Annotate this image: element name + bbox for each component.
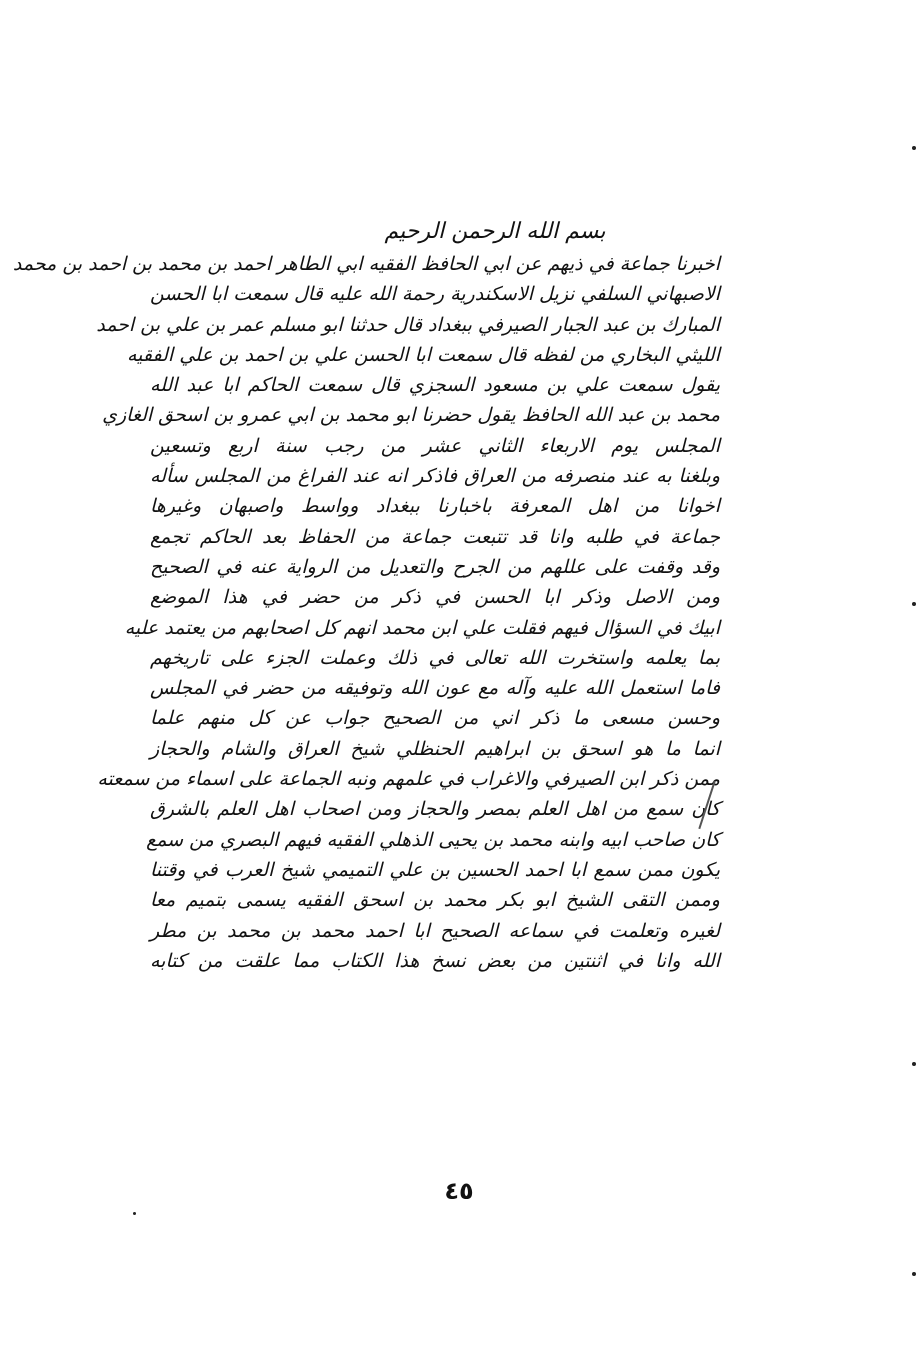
manuscript-line: بما يعلمه واستخرت الله تعالى في ذلك وعملت الجزء على تاريخهم xyxy=(150,646,720,669)
manuscript-line: وحسن مسعى ما ذكر اني من الصحيح جواب عن كل منهم علما xyxy=(150,707,720,730)
manuscript-line: انما ما هو اسحق بن ابراهيم الحنظلي شيخ العراق والشام والحجاز xyxy=(150,737,720,760)
basmala-heading: بسم الله الرحمن الرحيم xyxy=(384,219,606,244)
manuscript-line: وممن التقى الشيخ ابو بكر محمد بن اسحق الفقيه يسمى بتميم معا xyxy=(150,889,720,912)
manuscript-line: اخبرنا جماعة في ذيهم عن ابي الحافظ الفقيه ابي الطاهر احمد بن محمد بن احمد بن محمد xyxy=(12,253,720,275)
manuscript-line: يكون ممن سمع ابا احمد الحسين بن علي التميمي شيخ العرب في وقتنا xyxy=(150,858,720,881)
manuscript-line: الليثي البخاري من لفظه قال سمعت ابا الحسن علي بن احمد بن علي الفقيه xyxy=(126,343,720,366)
manuscript-line: يقول سمعت علي بن مسعود السجزي قال سمعت الحاكم ابا عبد الله xyxy=(150,374,720,397)
manuscript-line: كان سمع من اهل العلم بمصر والحجاز ومن اصحاب اهل العلم بالشرق xyxy=(150,798,720,821)
manuscript-line: المجلس يوم الاربعاء الثاني عشر من رجب سنة اربع وتسعين xyxy=(150,434,720,457)
margin-speck xyxy=(912,1272,916,1276)
page-number: ٤٥ xyxy=(444,1177,474,1205)
manuscript-line: جماعة في طلبه وانا قد تتبعت جماعة من الحفاظ بعد الحاكم تجمع xyxy=(150,525,720,548)
manuscript-line: ابيك في السؤال فيهم فقلت علي ابن محمد انهم كل اصحابهم من يعتمد عليه xyxy=(124,616,720,639)
manuscript-line: ومن الاصل وذكر ابا الحسن في ذكر من حضر في هذا الموضع xyxy=(150,586,720,609)
manuscript-line: الاصبهاني السلفي نزيل الاسكندرية رحمة الله عليه قال سمعت ابا الحسن xyxy=(150,283,720,306)
manuscript-line: الله وانا في اثنتين من بعض نسخ هذا الكتاب مما علقت من كتابه xyxy=(150,949,720,972)
manuscript-line: محمد بن عبد الله الحافظ يقول حضرنا ابو محمد بن ابي عمرو بن اسحق الغازي xyxy=(102,404,720,427)
manuscript-line: ممن ذكر ابن الصيرفي والاغراب في علمهم ونبه الجماعة على اسماء من سمعته xyxy=(97,768,720,791)
margin-speck xyxy=(133,1212,136,1215)
manuscript-line: المبارك بن عبد الجبار الصيرفي ببغداد قال حدثنا ابو مسلم عمر بن علي بن احمد xyxy=(96,313,720,336)
manuscript-line: وبلغنا به عند منصرفه من العراق فاذكر انه عند الفراغ من المجلس سأله xyxy=(150,465,720,488)
margin-speck xyxy=(912,602,916,606)
manuscript-line: لغيره وتعلمت في سماعه الصحيح ابا احمد محمد بن محمد بن مطر xyxy=(150,919,720,942)
manuscript-line: اخوانا من اهل المعرفة باخبارنا ببغداد وواسط واصبهان وغيرها xyxy=(150,495,720,518)
manuscript-line: فاما استعمل الله عليه وآله مع عون الله وتوفيقه من حضر في المجلس xyxy=(150,677,720,700)
manuscript-lines xyxy=(12,249,720,976)
manuscript-text-block xyxy=(12,215,720,976)
manuscript-line: وقد وقفت على عللهم من الجرح والتعديل من الرواية عنه في الصحيح xyxy=(150,555,720,578)
margin-speck xyxy=(912,146,916,150)
manuscript-line: كان صاحب ابيه وابنه محمد بن يحيى الذهلي الفقيه فيهم البصري من سمع xyxy=(146,828,720,851)
margin-speck xyxy=(912,1062,916,1066)
